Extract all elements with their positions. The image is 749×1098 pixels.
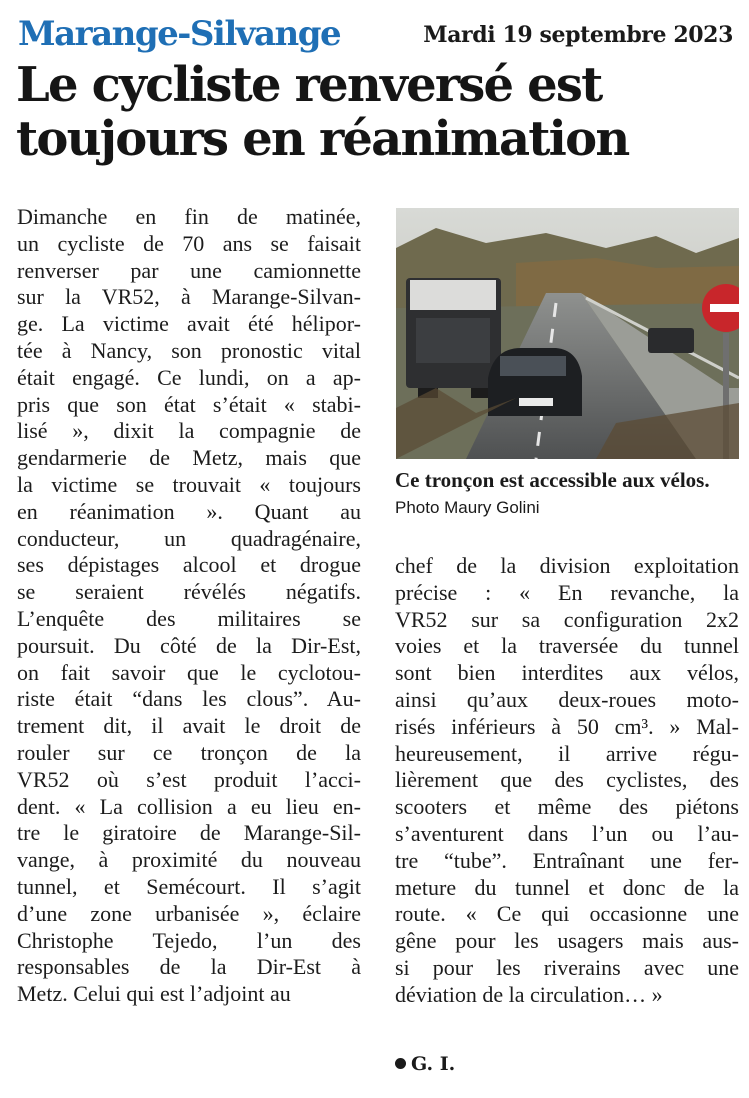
body-line: tunnel, et Semécourt. Il s’agit <box>17 873 361 899</box>
body-line: vange, à proximité du nouveau <box>17 847 361 873</box>
body-line: la victime se trouvait « toujours <box>17 471 361 497</box>
body-line: dent. « La collision a eu lieu en- <box>17 793 361 819</box>
body-line: responsables de la Dir-Est à <box>17 954 361 980</box>
locality-title: Marange-Silvange <box>18 14 341 54</box>
body-line: en réanimation ». Quant au <box>17 498 361 524</box>
photo-caption <box>395 467 740 521</box>
body-line: voies et la traversée du tunnel <box>395 633 739 659</box>
body-line: VR52 où s’est produit l’acci- <box>17 766 361 792</box>
body-line: risés inférieurs à 50 cm³. » Mal- <box>395 713 739 739</box>
body-line: heureusement, il arrive régu- <box>395 740 739 766</box>
body-line: on fait savoir que le cyclotou- <box>17 659 361 685</box>
signature-text: G. I. <box>411 1053 456 1075</box>
body-line: VR52 sur sa configuration 2x2 <box>395 606 739 632</box>
body-line: était engagé. Ce lundi, on a ap- <box>17 364 361 390</box>
body-line: un cycliste de 70 ans se faisait <box>17 230 361 256</box>
body-line: rouler sur ce tronçon de la <box>17 739 361 765</box>
body-line: meture du tunnel et donc de la <box>395 874 739 900</box>
article-photo <box>396 208 739 459</box>
headline <box>16 58 741 166</box>
body-line: sont bien interdites aux vélos, <box>395 660 739 686</box>
article-header <box>18 14 733 58</box>
body-line: ses dépistages alcool et drogue <box>17 552 361 578</box>
body-line: route. « Ce qui occasionne une <box>395 901 739 927</box>
body-line: chef de la division exploitation <box>395 553 739 578</box>
body-line: lisé », dixit la compagnie de <box>17 418 361 444</box>
body-line: gendarmerie de Metz, mais que <box>17 445 361 471</box>
body-line: gêne pour les usagers mais aus- <box>395 928 739 954</box>
headline-line-2: toujours en réanimation <box>16 111 629 167</box>
body-line: se seraient révélés négatifs. <box>17 579 361 605</box>
body-line: renverser par une camionnette <box>17 257 361 283</box>
caption-text: Ce tronçon est accessible aux vélos. <box>395 468 710 492</box>
body-line: Metz. Celui qui est l’adjoint au <box>17 981 291 1007</box>
body-line: ge. La victime avait été hélipor- <box>17 311 361 337</box>
body-line: trement dit, il avait le droit de <box>17 713 361 739</box>
photo-credit: Photo Maury Golini <box>395 498 540 517</box>
author-signature <box>395 1053 455 1075</box>
bullet-icon <box>395 1058 406 1069</box>
body-column-right <box>395 553 739 1009</box>
road-photo-illustration <box>396 208 739 459</box>
body-line: Dimanche en fin de matinée, <box>17 204 361 229</box>
publication-date: Mardi 19 septembre 2023 <box>423 22 733 48</box>
body-line: tée à Nancy, son pronostic vital <box>17 337 361 363</box>
body-line: déviation de la circulation… » <box>395 981 663 1007</box>
body-line: poursuit. Du côté de la Dir-Est, <box>17 632 361 658</box>
body-line: d’une zone urbanisée », éclaire <box>17 900 361 926</box>
body-line: scooters et même des piétons <box>395 794 739 820</box>
body-line: L’enquête des militaires se <box>17 605 361 631</box>
body-line: précise : « En revanche, la <box>395 579 739 605</box>
body-line: riste était “dans les clous”. Au- <box>17 686 361 712</box>
body-line: sur la VR52, à Marange-Silvan- <box>17 284 361 310</box>
body-line: Christophe Tejedo, l’un des <box>17 927 361 953</box>
body-line: lièrement que des cyclistes, des <box>395 767 739 793</box>
body-line: conducteur, un quadragénaire, <box>17 525 361 551</box>
body-line: s’aventurent dans l’un ou l’au- <box>395 820 739 846</box>
body-line: ainsi qu’aux deux-roues moto- <box>395 686 739 712</box>
body-line: tre le giratoire de Marange-Sil- <box>17 820 361 846</box>
body-line: tre “tube”. Entraînant une fer- <box>395 847 739 873</box>
headline-line-1: Le cycliste renversé est <box>16 57 602 113</box>
body-line: pris que son état s’était « stabi- <box>17 391 361 417</box>
body-column-left <box>17 204 361 1008</box>
body-line: si pour les riverains avec une <box>395 954 739 980</box>
